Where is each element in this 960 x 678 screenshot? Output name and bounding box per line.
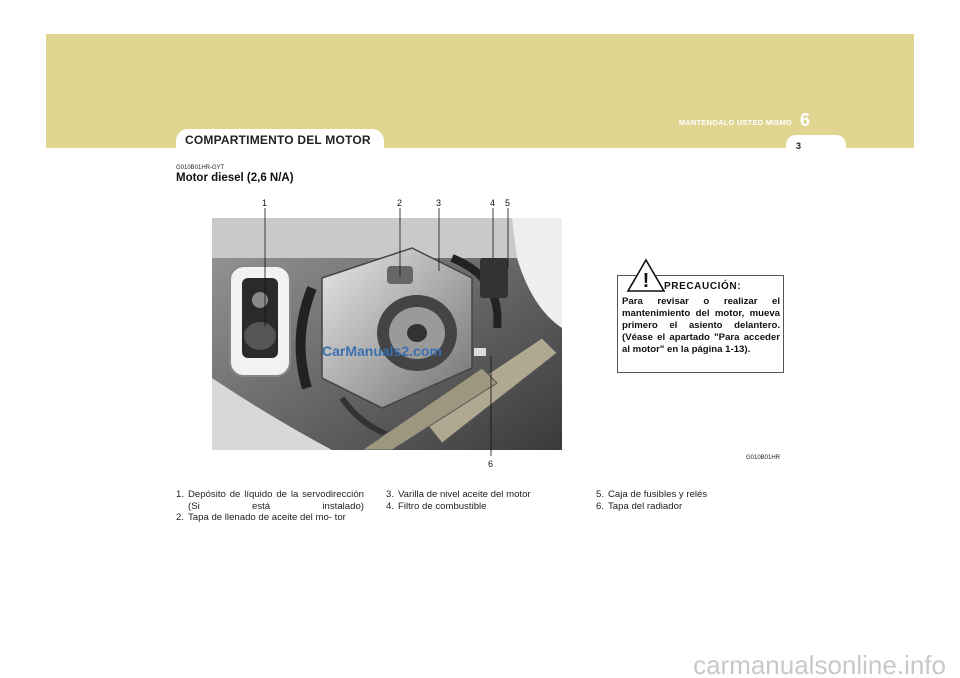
list-item: 6. Tapa del radiador	[596, 500, 683, 512]
page-number: 3	[796, 141, 802, 151]
list-item: 2. Tapa de llenado de aceite del mo- tor	[176, 512, 346, 523]
callout-2: 2	[397, 198, 403, 208]
watermark: CarManuals2.com	[322, 343, 442, 359]
page-heading: Motor diesel (2,6 N/A)	[176, 172, 294, 184]
chapter-number: 6	[799, 110, 810, 130]
svg-text:!: !	[642, 270, 650, 292]
callout-6: 6	[488, 459, 494, 469]
list-item: 1. Depósito de líquido de la servodirección (Si está instalado)	[176, 489, 364, 512]
warning-triangle-icon	[626, 258, 666, 294]
parts-list-col1	[176, 489, 364, 524]
footer-watermark: carmanualsonline.info	[693, 650, 946, 678]
header-band	[46, 34, 914, 148]
leader-lines	[212, 206, 512, 462]
caution-text: Para revisar o realizar el mantenimiento del motor, mueva primero el asiento delantero. (Véase el apartado "Para acceder al motor" en la página 1-13).	[622, 296, 780, 356]
section-title: COMPARTIMENTO DEL MOTOR	[185, 133, 371, 147]
callout-3: 3	[436, 198, 442, 208]
list-item: 3. Varilla de nivel aceite del motor	[386, 489, 531, 500]
figure-code: G010B01HR	[746, 455, 781, 461]
parts-list-col2	[386, 489, 576, 512]
list-item: 4. Filtro de combustible	[386, 500, 487, 512]
page-tab	[786, 135, 846, 155]
chapter-title: MANTENGALO USTED MISMO	[678, 118, 792, 127]
callout-1: 1	[262, 198, 268, 208]
parts-list-col3	[596, 489, 786, 512]
callout-4: 4	[490, 198, 496, 208]
callout-5: 5	[505, 198, 511, 208]
list-item: 5. Caja de fusibles y relés	[596, 489, 708, 500]
document-code: G010B01HR-GYT	[176, 165, 225, 171]
caution-title: PRECAUCIÓN:	[664, 281, 742, 292]
